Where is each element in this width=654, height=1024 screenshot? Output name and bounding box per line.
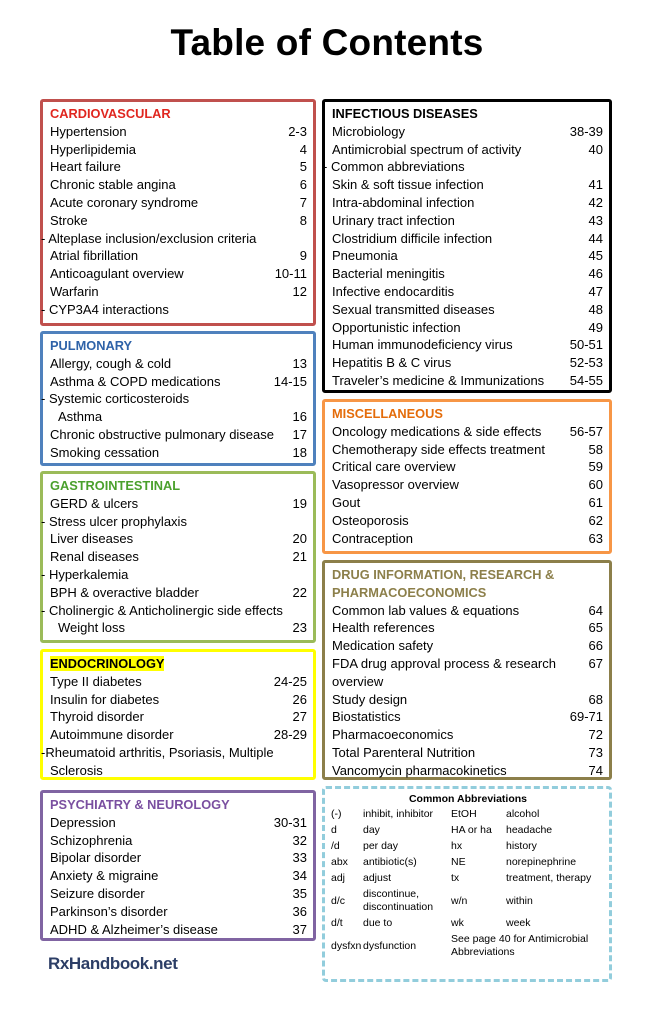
abbr-term: d/c: [331, 894, 346, 907]
toc-entry[interactable]: [332, 726, 603, 744]
toc-entry-page: 40: [588, 141, 603, 157]
toc-entry-page: 42: [588, 194, 603, 210]
toc-entry-label: - Alteplase inclusion/exclusion criteria: [41, 230, 257, 246]
toc-entry[interactable]: [50, 158, 307, 176]
abbr-term: d/t: [331, 917, 343, 929]
toc-entry-page: 69-71: [569, 709, 603, 725]
toc-entry-page: 38-39: [569, 123, 603, 139]
abbreviations-grid: [331, 808, 605, 959]
toc-entry[interactable]: [332, 176, 603, 194]
toc-entry[interactable]: [332, 494, 603, 512]
abbr-term: abx: [331, 856, 348, 868]
toc-entry[interactable]: [332, 301, 603, 319]
toc-entry-page: 62: [588, 512, 603, 528]
toc-entry[interactable]: [41, 744, 307, 780]
abbr-term: EtOH: [451, 808, 477, 820]
section-infectious-diseases: [322, 99, 612, 393]
abbr-meaning: adjust: [363, 872, 392, 884]
toc-entry-label: - Common abbreviations: [323, 159, 465, 175]
toc-entry[interactable]: [332, 283, 603, 301]
section-title-text: DRUG INFORMATION, RESEARCH & PHARMACOECONOMICS: [332, 567, 555, 600]
toc-entry[interactable]: [41, 602, 307, 620]
toc-entry[interactable]: [50, 176, 307, 194]
abbr-meaning: alcohol: [506, 808, 540, 820]
abbr-meaning: per day: [363, 840, 399, 852]
section-title-text: ENDOCRINOLOGY: [50, 656, 165, 671]
toc-entry-label: Parkinson’s disorder: [50, 903, 168, 919]
toc-entry[interactable]: [332, 530, 603, 548]
toc-entry[interactable]: [50, 673, 307, 691]
toc-entry-label: Weight loss: [58, 620, 125, 636]
abbr-term: tx: [451, 872, 460, 884]
toc-entry-page: 32: [292, 832, 307, 848]
toc-entry[interactable]: [332, 708, 603, 726]
toc-entry-page: 24-25: [273, 673, 307, 689]
toc-entry-label: Asthma & COPD medications: [50, 373, 221, 389]
toc-entry-page: 13: [292, 355, 307, 371]
toc-entry[interactable]: [50, 426, 307, 444]
toc-entry-label: Schizophrenia: [50, 832, 133, 848]
toc-entry-page: 44: [588, 230, 603, 246]
section-title: [50, 477, 307, 495]
toc-entry-label: Vasopressor overview: [332, 477, 459, 493]
section-title: [332, 566, 603, 602]
toc-entry-page: 14-15: [273, 373, 307, 389]
section-title: [332, 405, 603, 423]
toc-entry[interactable]: [50, 867, 307, 885]
toc-entry[interactable]: [332, 441, 603, 459]
section-endocrinology: [40, 649, 316, 780]
toc-entry[interactable]: [50, 355, 307, 373]
toc-entry-page: 23: [292, 620, 307, 636]
abbr-term: (-): [331, 808, 342, 820]
toc-entry-label: Stroke: [50, 212, 88, 228]
toc-entry[interactable]: [332, 265, 603, 283]
toc-entry[interactable]: [50, 691, 307, 709]
toc-entry-page: 48: [588, 301, 603, 317]
toc-entry-label: - Systemic corticosteroids: [41, 391, 190, 407]
abbr-meaning: history: [506, 840, 537, 852]
toc-entry[interactable]: [50, 373, 307, 391]
toc-entry-label: Seizure disorder: [50, 885, 145, 901]
abbr-meaning: norepinephrine: [506, 856, 577, 868]
toc-entry-page: 45: [588, 248, 603, 264]
toc-entry-label: Pneumonia: [332, 248, 398, 264]
toc-entry-label: Intra-abdominal infection: [332, 194, 475, 210]
toc-entry[interactable]: [41, 513, 307, 531]
toc-entry-page: 63: [588, 530, 603, 546]
toc-entry-page: 52-53: [569, 355, 603, 371]
toc-entry[interactable]: [50, 548, 307, 566]
toc-entry-page: 59: [588, 459, 603, 475]
toc-entry-page: 26: [292, 691, 307, 707]
section-title: [50, 796, 307, 814]
toc-entry[interactable]: [50, 832, 307, 850]
toc-entry-label: Gout: [332, 494, 361, 510]
toc-entry-page: 12: [292, 283, 307, 299]
abbr-term: hx: [451, 840, 463, 852]
toc-entry[interactable]: [50, 921, 307, 939]
toc-entry-label: Allergy, cough & cold: [50, 355, 172, 371]
toc-entry[interactable]: [332, 602, 603, 620]
toc-entry-label: Thyroid disorder: [50, 709, 144, 725]
toc-entry-page: 60: [588, 477, 603, 493]
section-title-text: CARDIOVASCULAR: [50, 106, 171, 121]
toc-entry-page: [301, 230, 307, 248]
section-psychiatry-neurology: [40, 790, 316, 941]
toc-entry[interactable]: [332, 655, 603, 691]
section-title: [50, 337, 307, 355]
toc-entry[interactable]: [50, 265, 307, 283]
toc-entry-page: 37: [292, 921, 307, 937]
toc-entry-page: [301, 744, 307, 780]
abbr-meaning: discontinue, discontinuation: [363, 888, 434, 913]
section-miscellaneous: [322, 399, 612, 554]
toc-entry-label: Atrial fibrillation: [50, 248, 139, 264]
toc-entry-label: Human immunodeficiency virus: [332, 337, 513, 353]
toc-entry-page: 72: [588, 727, 603, 743]
toc-entry-label: Smoking cessation: [50, 444, 160, 460]
abbr-meaning: day: [363, 824, 380, 836]
section-gastrointestinal: [40, 471, 316, 643]
abbr-meaning: due to: [363, 917, 393, 929]
toc-entry-page: 30-31: [273, 814, 307, 830]
section-pulmonary: [40, 331, 316, 466]
toc-entry-label: Microbiology: [332, 123, 405, 139]
toc-entry[interactable]: [41, 566, 307, 584]
toc-entry-page: 27: [292, 709, 307, 725]
toc-entry-page: 20: [292, 531, 307, 547]
toc-entry-label: Traveler’s medicine & Immunizations: [332, 372, 545, 388]
abbr-meaning: dysfunction: [363, 939, 417, 952]
abbr-term: dysfxn: [331, 939, 362, 952]
toc-entry[interactable]: [332, 141, 603, 159]
toc-entry-label: - Hyperkalemia: [41, 566, 129, 582]
abbr-term: wk: [451, 917, 464, 929]
toc-entry-page: 64: [588, 602, 603, 618]
toc-entry[interactable]: [332, 691, 603, 709]
toc-entry[interactable]: [332, 619, 603, 637]
abbr-meaning: inhibit, inhibitor: [363, 808, 434, 820]
toc-entry-page: 46: [588, 266, 603, 282]
toc-entry-page: 56-57: [569, 423, 603, 439]
toc-entry-page: 10-11: [274, 266, 307, 282]
toc-entry-label: Insulin for diabetes: [50, 691, 160, 707]
toc-entry[interactable]: [50, 814, 307, 832]
toc-entry-label: Oncology medications & side effects: [332, 423, 542, 439]
site-logo[interactable]: RxHandbook.net: [48, 954, 178, 973]
toc-entry-page: 49: [588, 319, 603, 335]
toc-entry-label: Sexual transmitted diseases: [332, 301, 495, 317]
toc-entry-page: 33: [292, 850, 307, 866]
toc-entry-page: [301, 602, 307, 620]
toc-entry-label: Medication safety: [332, 638, 434, 654]
toc-entry[interactable]: [332, 336, 603, 354]
toc-entry-label: Contraception: [332, 530, 413, 546]
toc-entry-page: 28-29: [273, 727, 307, 743]
toc-entry-page: 7: [299, 194, 307, 210]
toc-entry-label: Clostridium difficile infection: [332, 230, 493, 246]
toc-entry[interactable]: [50, 247, 307, 265]
section-drug-information: [322, 560, 612, 780]
abbr-meaning: week: [506, 917, 531, 929]
toc-entry-page: 6: [299, 177, 307, 193]
abbreviations-title: Common Abbreviations: [408, 793, 528, 805]
toc-entry-page: 36: [292, 903, 307, 919]
abbr-meaning: within: [506, 894, 533, 907]
toc-entry-page: 9: [299, 248, 307, 264]
toc-entry-page: 43: [588, 212, 603, 228]
toc-entry-label: - Cholinergic & Anticholinergic side effects: [41, 602, 283, 618]
section-title: [50, 105, 307, 123]
toc-entry-label: Anticoagulant overview: [50, 266, 184, 282]
toc-entry[interactable]: [332, 354, 603, 372]
toc-entry[interactable]: [323, 158, 603, 176]
toc-entry-label: Infective endocarditis: [332, 283, 455, 299]
toc-entry[interactable]: [332, 194, 603, 212]
abbr-term: adj: [331, 872, 346, 884]
abbr-meaning: headache: [506, 824, 553, 836]
abbr-meaning: treatment, therapy: [506, 872, 592, 884]
toc-entry[interactable]: [41, 390, 307, 408]
toc-entry-label: Renal diseases: [50, 549, 139, 565]
abbr-term: w/n: [451, 894, 468, 907]
toc-entry-page: 50-51: [569, 337, 603, 353]
toc-entry-label: GERD & ulcers: [50, 495, 139, 511]
toc-entry-label: - Stress ulcer prophylaxis: [41, 513, 187, 529]
toc-entry-page: 74: [588, 762, 603, 778]
section-title-text: PSYCHIATRY & NEUROLOGY: [50, 797, 230, 812]
toc-entry[interactable]: [50, 903, 307, 921]
toc-entry-label: Asthma: [58, 409, 103, 425]
toc-entry-label: Total Parenteral Nutrition: [332, 744, 476, 760]
section-title-text: PULMONARY: [50, 338, 132, 353]
toc-entry-label: Bipolar disorder: [50, 850, 142, 866]
toc-entry-label: Hypertension: [50, 123, 127, 139]
toc-entry-page: 67: [588, 655, 603, 671]
toc-entry-label: Liver diseases: [50, 531, 134, 547]
toc-entry[interactable]: [332, 458, 603, 476]
toc-entry[interactable]: [50, 212, 307, 230]
toc-entry[interactable]: [50, 123, 307, 141]
toc-entry-page: 17: [292, 426, 307, 442]
abbr-term: /d: [331, 840, 340, 852]
toc-entry[interactable]: [50, 444, 307, 462]
page-title: Table of Contents: [170, 22, 484, 63]
toc-entry-label: - CYP3A4 interactions: [41, 301, 169, 317]
toc-entry-label: Skin & soft tissue infection: [332, 177, 484, 193]
toc-entry[interactable]: [332, 512, 603, 530]
toc-entry-page: 19: [292, 495, 307, 511]
toc-entry-label: Chronic stable angina: [50, 177, 176, 193]
toc-entry-page: 54-55: [569, 372, 603, 388]
toc-entry[interactable]: [332, 637, 603, 655]
toc-entry[interactable]: [50, 141, 307, 159]
toc-entry-page: 5: [299, 159, 307, 175]
toc-entry-page: [301, 390, 307, 408]
toc-entry-label: Critical care overview: [332, 459, 456, 475]
toc-entry-label: Autoimmune disorder: [50, 727, 174, 743]
toc-entry-page: 8: [299, 212, 307, 228]
toc-entry[interactable]: [332, 123, 603, 141]
toc-entry[interactable]: [41, 301, 307, 319]
toc-entry-page: 22: [292, 584, 307, 600]
toc-entry-label: Health references: [332, 620, 435, 636]
toc-entry-label: BPH & overactive bladder: [50, 584, 199, 600]
toc-entry[interactable]: [50, 408, 307, 426]
toc-entry-label: Study design: [332, 691, 408, 707]
toc-entry[interactable]: [332, 212, 603, 230]
toc-entry[interactable]: [50, 708, 307, 726]
toc-entry-page: 34: [292, 868, 307, 884]
toc-entry-page: 61: [588, 494, 603, 510]
toc-entry-label: Acute coronary syndrome: [50, 194, 199, 210]
toc-entry-label: Bacterial meningitis: [332, 266, 445, 282]
toc-entry-page: 2-3: [288, 123, 307, 139]
toc-entry-page: 58: [588, 441, 603, 457]
toc-entry[interactable]: [50, 619, 307, 637]
toc-entry[interactable]: [41, 230, 307, 248]
toc-entry-label: Urinary tract infection: [332, 212, 455, 228]
toc-entry[interactable]: [50, 885, 307, 903]
toc-entry[interactable]: [332, 476, 603, 494]
toc-entry-label: Osteoporosis: [332, 512, 409, 528]
toc-entry-page: 65: [588, 620, 603, 636]
section-title: [332, 105, 603, 123]
abbr-note: See page 40 for Antimicrobial Abbreviations: [451, 933, 589, 958]
toc-entry-label: Hyperlipidemia: [50, 141, 136, 157]
toc-entry-page: [301, 301, 307, 319]
toc-entry-label: FDA drug approval process & research overview: [332, 655, 556, 689]
toc-entry-page: 16: [292, 409, 307, 425]
toc-entry[interactable]: [332, 762, 603, 780]
toc-entry[interactable]: [332, 744, 603, 762]
toc-entry[interactable]: [50, 849, 307, 867]
toc-entry[interactable]: [50, 584, 307, 602]
toc-entry-label: Depression: [50, 814, 116, 830]
toc-entry-label: ADHD & Alzheimer’s disease: [50, 921, 218, 937]
toc-entry-page: 66: [588, 638, 603, 654]
toc-entry-label: Type II diabetes: [50, 673, 142, 689]
toc-entry[interactable]: [50, 726, 307, 744]
toc-entry-label: Common lab values & equations: [332, 602, 520, 618]
toc-entry-label: Anxiety & migraine: [50, 868, 159, 884]
toc-entry-page: 21: [292, 549, 307, 565]
toc-entry[interactable]: [50, 495, 307, 513]
toc-entry[interactable]: [332, 230, 603, 248]
abbreviations-box: [322, 786, 612, 982]
toc-entry-label: Chemotherapy side effects treatment: [332, 441, 545, 457]
toc-entry-label: Antimicrobial spectrum of activity: [332, 141, 522, 157]
toc-entry[interactable]: [332, 372, 603, 390]
toc-entry-label: Vancomycin pharmacokinetics: [332, 762, 507, 778]
toc-entry[interactable]: [332, 247, 603, 265]
section-title-text: GASTROINTESTINAL: [50, 478, 181, 493]
toc-entry-page: [301, 566, 307, 584]
toc-entry-label: Opportunistic infection: [332, 319, 461, 335]
toc-entry-label: Pharmacoeconomics: [332, 727, 454, 743]
abbr-meaning: antibiotic(s): [363, 856, 417, 868]
toc-entry-label: Warfarin: [50, 283, 99, 299]
abbr-term: HA or ha: [451, 824, 492, 836]
toc-entry-page: 41: [588, 177, 603, 193]
section-title-text: MISCELLANEOUS: [332, 406, 443, 421]
toc-entry-page: 68: [588, 691, 603, 707]
section-cardiovascular: [40, 99, 316, 326]
toc-entry[interactable]: [50, 194, 307, 212]
toc-entry-label: -Rheumatoid arthritis, Psoriasis, Multiple Sclerosis: [41, 744, 274, 778]
toc-entry-page: 47: [588, 283, 603, 299]
toc-entry[interactable]: [50, 530, 307, 548]
toc-entry[interactable]: [332, 423, 603, 441]
toc-entry-page: 4: [299, 141, 307, 157]
abbr-term: d: [331, 824, 337, 836]
toc-entry-page: 73: [588, 744, 603, 760]
toc-entry-page: [301, 513, 307, 531]
section-title-text: INFECTIOUS DISEASES: [332, 106, 478, 121]
toc-entry[interactable]: [50, 283, 307, 301]
toc-entry-page: [597, 158, 603, 176]
toc-entry-label: Hepatitis B & C virus: [332, 355, 452, 371]
toc-entry-page: 18: [292, 444, 307, 460]
toc-entry[interactable]: [332, 319, 603, 337]
toc-entry-label: Heart failure: [50, 159, 121, 175]
toc-entry-label: Biostatistics: [332, 709, 401, 725]
section-title: [50, 655, 307, 673]
abbr-term: NE: [451, 856, 466, 868]
toc-entry-label: Chronic obstructive pulmonary disease: [50, 426, 274, 442]
toc-entry-page: 35: [292, 885, 307, 901]
